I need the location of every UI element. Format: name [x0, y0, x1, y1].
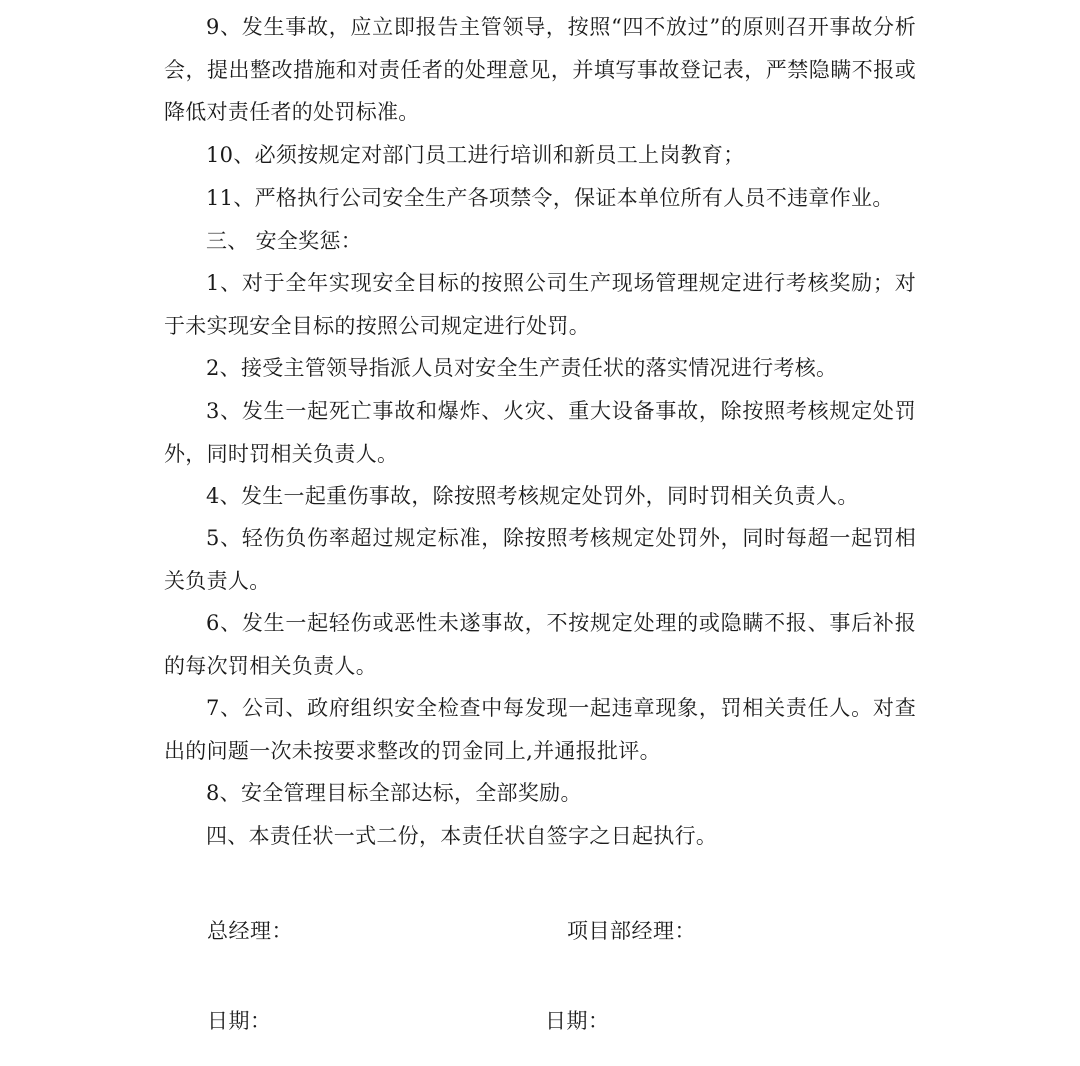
section-four-closing: 四、本责任状一式二份，本责任状自签字之日起执行。	[206, 824, 718, 848]
paragraph-reward-1: 1、对于全年实现安全目标的按照公司生产现场管理规定进行考核奖励；对于未实现安全目标的按照公司规定进行处罚。	[164, 271, 916, 338]
paragraph-reward-3: 3、发生一起死亡事故和爆炸、火灾、重大设备事故，除按照考核规定处罚外，同时罚相关负责人。	[164, 399, 916, 466]
paragraph-item-9: 9、发生事故，应立即报告主管领导，按照“四不放过”的原则召开事故分析会，提出整改措施和对责任者的处理意见，并填写事故登记表，严禁隐瞒不报或降低对责任者的处罚标准。	[164, 15, 916, 124]
paragraph-reward-6: 6、发生一起轻伤或恶性未遂事故，不按规定处理的或隐瞒不报、事后补报的每次罚相关负责人。	[164, 611, 916, 678]
paragraph-item-11: 11、严格执行公司安全生产各项禁令，保证本单位所有人员不违章作业。	[206, 186, 894, 210]
project-manager-label: 项目部经理：	[567, 919, 696, 943]
paragraph-reward-7: 7、公司、政府组织安全检查中每发现一起违章现象，罚相关责任人。对查出的问题一次未按要求整改的罚金同上,并通报批评。	[164, 696, 916, 763]
date-left-label: 日期：	[207, 1009, 272, 1033]
paragraph-reward-5: 5、轻伤负伤率超过规定标准，除按照考核规定处罚外，同时每超一起罚相关负责人。	[164, 526, 916, 593]
paragraph-reward-8: 8、安全管理目标全部达标，全部奖励。	[206, 781, 582, 805]
general-manager-label: 总经理：	[207, 919, 293, 943]
section-heading-rewards-penalties: 三、 安全奖惩：	[206, 229, 363, 253]
paragraph-item-10: 10、必须按规定对部门员工进行培训和新员工上岗教育；	[206, 143, 745, 167]
date-right-label: 日期：	[545, 1009, 610, 1033]
paragraph-reward-2: 2、接受主管领导指派人员对安全生产责任状的落实情况进行考核。	[206, 356, 838, 380]
paragraph-reward-4: 4、发生一起重伤事故，除按照考核规定处罚外，同时罚相关负责人。	[206, 484, 859, 508]
